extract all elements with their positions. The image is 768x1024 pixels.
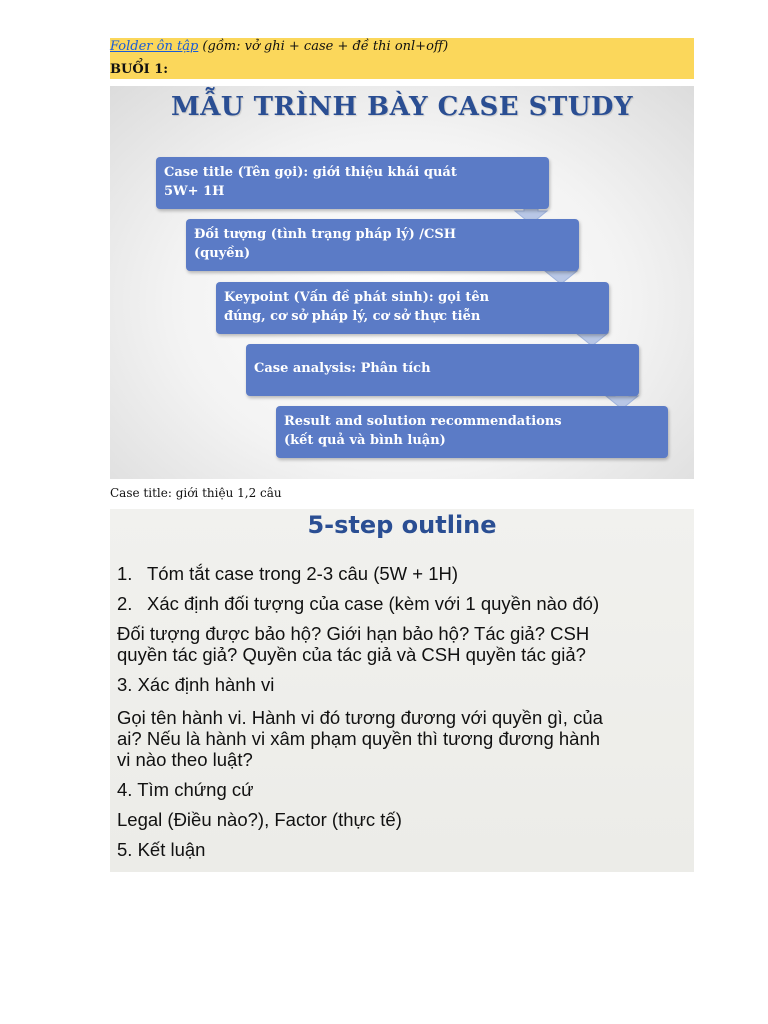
outline-sub-4: Legal (Điều nào?), Factor (thực tế)	[117, 809, 402, 830]
header-line	[110, 39, 448, 54]
outline-item-1: 1. Tóm tắt case trong 2-3 câu (5W + 1H)	[117, 563, 459, 584]
session-heading: BUỔI 1:	[110, 62, 169, 77]
step-box-2	[186, 219, 579, 271]
step-box-3	[216, 282, 609, 334]
step-5-line1: Result and solution recommendations	[284, 414, 562, 429]
step-box-1	[156, 157, 549, 209]
step-box-5	[276, 406, 668, 458]
outline-sub-3c: vi nào theo luật?	[117, 749, 253, 770]
slide1-title: MẪU TRÌNH BÀY CASE STUDY	[170, 92, 634, 122]
step-2-line2: (quyền)	[194, 246, 251, 261]
outline-item-5: 5. Kết luận	[117, 839, 206, 860]
outline-sub-3a: Gọi tên hành vi. Hành vi đó tương đương với quyền gì, của	[117, 707, 603, 728]
step-5-line2: (kết quả và bình luận)	[284, 433, 446, 448]
case-study-template-slide	[110, 86, 694, 479]
outline-sub-3b: ai? Nếu là hành vi xâm phạm quyền thì tương đương hành	[117, 728, 601, 749]
outline-item-2: 2. Xác định đối tượng của case (kèm với 1 quyền nào đó)	[117, 593, 600, 614]
slide2-title: 5-step outline	[307, 511, 497, 539]
step-box-4	[246, 344, 639, 396]
step-2-line1: Đối tượng (tình trạng pháp lý) /CSH	[194, 227, 457, 242]
outline-item-4: 4. Tìm chứng cứ	[117, 779, 254, 800]
step-3-line2: đúng, cơ sở pháp lý, cơ sở thực tiễn	[224, 309, 481, 324]
outline-list	[117, 563, 689, 860]
folder-note: (gồm: vở ghi + case + đề thi onl+off)	[198, 39, 449, 54]
outline-sub-2a: Đối tượng được bảo hộ? Giới hạn bảo hộ? Tác giả? CSH	[117, 623, 590, 644]
step-1-line1: Case title (Tên gọi): giới thiệu khái quát	[164, 165, 457, 180]
outline-slide	[110, 509, 694, 872]
step-3-line1: Keypoint (Vấn đề phát sinh): gọi tên	[224, 290, 490, 305]
step-4-line1: Case analysis: Phân tích	[254, 361, 431, 376]
caption-text: Case title: giới thiệu 1,2 câu	[110, 486, 282, 500]
folder-link[interactable]: Folder ôn tập	[110, 39, 199, 54]
outline-sub-2b: quyền tác giả? Quyền của tác giả và CSH quyền tác giả?	[117, 644, 586, 665]
step-1-line2: 5W+ 1H	[164, 184, 225, 199]
outline-item-3: 3. Xác định hành vi	[117, 674, 275, 695]
